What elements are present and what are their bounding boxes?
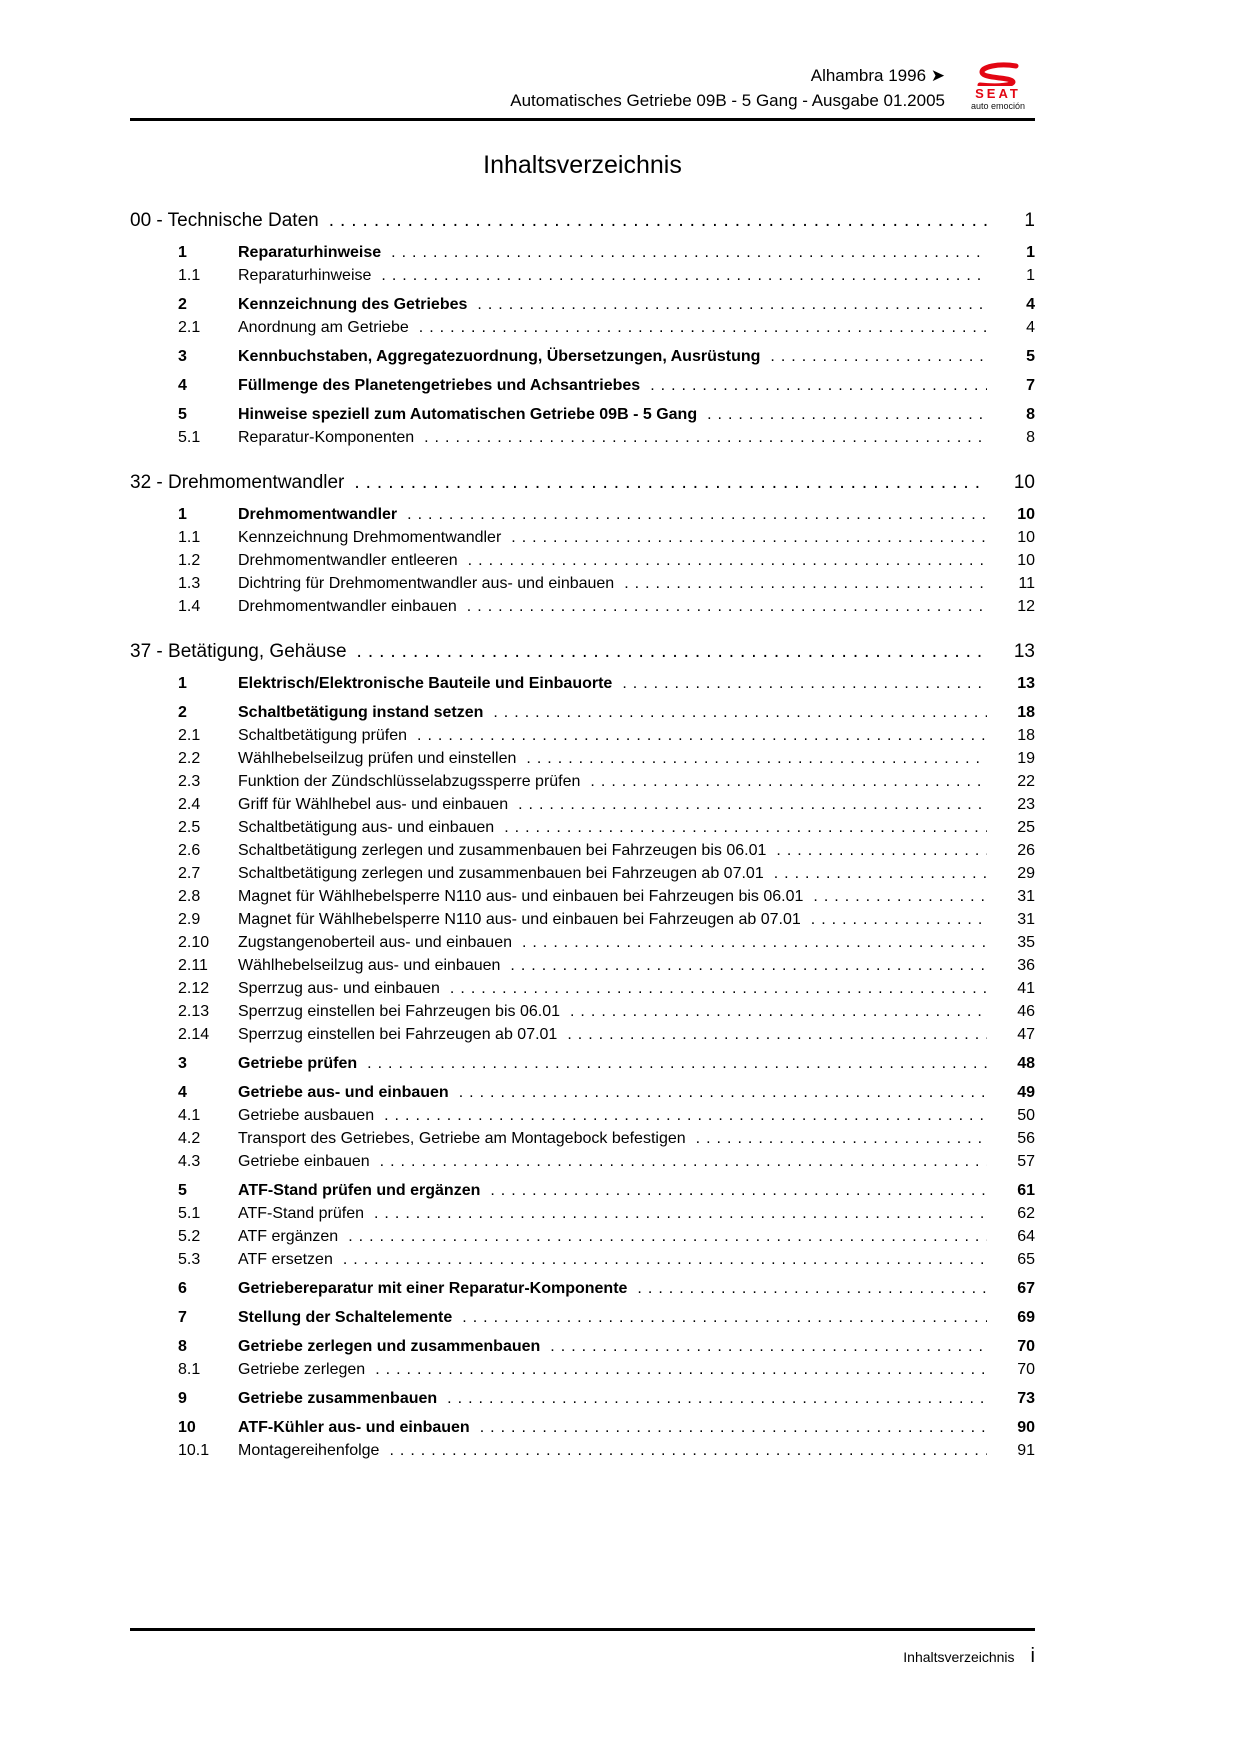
toc-item-number: 10 [178, 1419, 196, 1436]
dot-leader [511, 526, 987, 549]
toc-item [130, 503, 1035, 526]
dot-leader [770, 345, 987, 368]
header-text [510, 63, 945, 113]
toc-item [130, 816, 1035, 839]
toc-item [130, 1248, 1035, 1271]
toc-item-number: 2.12 [178, 980, 210, 997]
dot-leader [811, 908, 987, 931]
footer-page-number: i [1030, 1645, 1035, 1667]
toc-item-title: Reparaturhinweise [238, 244, 382, 261]
toc-item-number: 1.4 [178, 598, 201, 615]
toc-item-number: 7 [178, 1309, 187, 1326]
toc-item-number: 2.1 [178, 319, 201, 336]
dot-leader [490, 1179, 987, 1202]
toc-item-title: Kennzeichnung des Getriebes [238, 296, 468, 313]
dot-leader [450, 977, 987, 1000]
toc-item-page: 57 [1017, 1153, 1035, 1170]
toc-item-number: 8 [178, 1338, 187, 1355]
toc-item-page: 10 [1017, 552, 1035, 569]
toc-item [130, 1052, 1035, 1075]
dot-leader [375, 1358, 987, 1381]
dot-leader [329, 208, 987, 234]
toc-item-title: ATF ergänzen [238, 1228, 339, 1245]
toc-item-number: 2 [178, 296, 187, 313]
toc-item [130, 526, 1035, 549]
toc-item-page: 61 [1017, 1182, 1035, 1199]
toc-item-number: 2.4 [178, 796, 201, 813]
toc-item [130, 1225, 1035, 1248]
toc-item-title: Zugstangenoberteil aus- und einbauen [238, 934, 512, 951]
toc-item [130, 316, 1035, 339]
toc-item-page: 70 [1017, 1338, 1035, 1355]
toc-item-page: 35 [1017, 934, 1035, 951]
dot-leader [526, 747, 987, 770]
toc-item-page: 91 [1017, 1442, 1035, 1459]
toc-item-number: 5.2 [178, 1228, 201, 1245]
dot-leader [696, 1127, 987, 1150]
dot-leader [374, 1202, 987, 1225]
dot-leader [493, 701, 987, 724]
toc-item-title: Getriebe zusammenbauen [238, 1390, 438, 1407]
toc-item [130, 293, 1035, 316]
toc-item [130, 549, 1035, 572]
toc-item [130, 1306, 1035, 1329]
header-model-line: Alhambra 1996 ➤ [810, 66, 945, 85]
toc-item-title: Schaltbetätigung aus- und einbauen [238, 819, 495, 836]
dot-leader [391, 241, 987, 264]
table-of-contents [130, 208, 1035, 1462]
dot-leader [480, 1416, 987, 1439]
dot-leader [522, 931, 987, 954]
toc-section-title: 37 - Betätigung, Gehäuse [130, 641, 347, 662]
dot-leader [468, 549, 987, 572]
toc-item-page: 31 [1017, 888, 1035, 905]
toc-item [130, 862, 1035, 885]
toc-item-page: 73 [1017, 1390, 1035, 1407]
toc-item-number: 1 [178, 244, 187, 261]
toc-item-title: Hinweise speziell zum Automatischen Getriebe 09B - 5 Gang [238, 406, 698, 423]
toc-item [130, 1127, 1035, 1150]
toc-item-page: 26 [1017, 842, 1035, 859]
header-divider [130, 118, 1035, 121]
toc-item [130, 1000, 1035, 1023]
toc-item-number: 1.3 [178, 575, 201, 592]
toc-item-title: Getriebe prüfen [238, 1055, 358, 1072]
toc-item-number: 2.3 [178, 773, 201, 790]
toc-item [130, 572, 1035, 595]
toc-item-page: 10 [1017, 529, 1035, 546]
toc-section-heading [130, 470, 1035, 496]
toc-item-page: 90 [1017, 1419, 1035, 1436]
footer-divider [130, 1628, 1035, 1631]
header-doc-title: Automatisches Getriebe 09B - 5 Gang - Ausgabe 01.2005 [510, 91, 945, 110]
toc-item-number: 1.1 [178, 267, 201, 284]
toc-item [130, 595, 1035, 618]
toc-item [130, 954, 1035, 977]
toc-item-page: 4 [1026, 319, 1035, 336]
toc-item-title: Schaltbetätigung instand setzen [238, 704, 484, 721]
seat-logo-tagline: auto emoción [970, 101, 1026, 111]
toc-item-page: 29 [1017, 865, 1035, 882]
toc-item-title: ATF-Stand prüfen [238, 1205, 364, 1222]
dot-leader [380, 1150, 987, 1173]
seat-s-icon [976, 62, 1020, 86]
toc-item-number: 2.8 [178, 888, 201, 905]
toc-item-title: Füllmenge des Planetengetriebes und Achsantriebes [238, 377, 641, 394]
toc-item-number: 2.7 [178, 865, 201, 882]
toc-item-title: Anordnung am Getriebe [238, 319, 409, 336]
toc-item-title: Reparatur-Komponenten [238, 429, 415, 446]
dot-leader [348, 1225, 987, 1248]
toc-item [130, 931, 1035, 954]
dot-leader [354, 470, 987, 496]
toc-item-page: 69 [1017, 1309, 1035, 1326]
dot-leader [510, 954, 987, 977]
toc-item-title: Sperrzug einstellen bei Fahrzeugen ab 07.01 [238, 1026, 558, 1043]
toc-item-page: 10 [1017, 506, 1035, 523]
toc-item-page: 64 [1017, 1228, 1035, 1245]
toc-item [130, 701, 1035, 724]
toc-item-number: 10.1 [178, 1442, 210, 1459]
toc-item-title: Drehmomentwandler [238, 506, 398, 523]
toc-item-title: Transport des Getriebes, Getriebe am Montagebock befestigen [238, 1130, 686, 1147]
toc-item-page: 23 [1017, 796, 1035, 813]
toc-item-title: Sperrzug einstellen bei Fahrzeugen bis 06.01 [238, 1003, 560, 1020]
dot-leader [518, 793, 987, 816]
dot-leader [776, 839, 987, 862]
toc-item-page: 47 [1017, 1026, 1035, 1043]
toc-item [130, 885, 1035, 908]
toc-item-page: 1 [1026, 267, 1035, 284]
toc-item-title: Dichtring für Drehmomentwandler aus- und einbauen [238, 575, 615, 592]
toc-item-number: 2 [178, 704, 187, 721]
toc-item-number: 4.1 [178, 1107, 201, 1124]
toc-item-number: 1 [178, 506, 187, 523]
toc-item-title: ATF ersetzen [238, 1251, 333, 1268]
toc-item-title: Magnet für Wählhebelsperre N110 aus- und einbauen bei Fahrzeugen bis 06.01 [238, 888, 804, 905]
toc-item-number: 2.2 [178, 750, 201, 767]
toc-item-page: 18 [1017, 704, 1035, 721]
dot-leader [813, 885, 987, 908]
seat-logo-wordmark: SEAT [975, 86, 1021, 101]
toc-item-number: 2.11 [178, 957, 208, 974]
toc-section-page: 10 [1013, 472, 1035, 493]
toc-item-number: 2.14 [178, 1026, 210, 1043]
toc-item-title: Getriebe aus- und einbauen [238, 1084, 449, 1101]
toc-item-title: Reparaturhinweise [238, 267, 372, 284]
toc-item-page: 5 [1026, 348, 1035, 365]
dot-leader [447, 1387, 987, 1410]
toc-item [130, 1150, 1035, 1173]
toc-item-number: 5.1 [178, 429, 201, 446]
toc-item-page: 1 [1026, 244, 1035, 261]
toc-item-page: 56 [1017, 1130, 1035, 1147]
toc-item-title: Getriebe einbauen [238, 1153, 370, 1170]
dot-leader [384, 1104, 987, 1127]
dot-leader [424, 426, 987, 449]
footer-label: Inhaltsverzeichnis [903, 1649, 1015, 1665]
toc-item-page: 18 [1017, 727, 1035, 744]
toc-item [130, 977, 1035, 1000]
footer-line [130, 1645, 1035, 1668]
toc-item-title: Drehmomentwandler entleeren [238, 552, 458, 569]
toc-item [130, 1277, 1035, 1300]
toc-item-title: Sperrzug aus- und einbauen [238, 980, 440, 997]
dot-leader [567, 1023, 987, 1046]
dot-leader [367, 1052, 987, 1075]
dot-leader [590, 770, 987, 793]
toc-item-number: 4 [178, 377, 187, 394]
dot-leader [637, 1277, 987, 1300]
page-content [130, 0, 1035, 1462]
toc-item-title: Schaltbetätigung prüfen [238, 727, 408, 744]
toc-item-title: Montagereihenfolge [238, 1442, 380, 1459]
toc-item-number: 2.9 [178, 911, 201, 928]
toc-item-number: 1.1 [178, 529, 201, 546]
toc-section-heading [130, 208, 1035, 234]
toc-item-page: 67 [1017, 1280, 1035, 1297]
toc-section-title: 00 - Technische Daten [130, 210, 319, 231]
dot-leader [570, 1000, 987, 1023]
toc-item [130, 724, 1035, 747]
toc-item [130, 1416, 1035, 1439]
toc-item-number: 2.5 [178, 819, 201, 836]
toc-item [130, 672, 1035, 695]
toc-item-title: Getriebe zerlegen und zusammenbauen [238, 1338, 541, 1355]
toc-item-title: Schaltbetätigung zerlegen und zusammenbauen bei Fahrzeugen bis 06.01 [238, 842, 767, 859]
toc-item-page: 36 [1017, 957, 1035, 974]
dot-leader [343, 1248, 987, 1271]
toc-item [130, 1081, 1035, 1104]
toc-item-title: Magnet für Wählhebelsperre N110 aus- und einbauen bei Fahrzeugen ab 07.01 [238, 911, 801, 928]
toc-item-number: 1.2 [178, 552, 201, 569]
dot-leader [357, 639, 987, 665]
toc-item [130, 1179, 1035, 1202]
toc-item-page: 4 [1026, 296, 1035, 313]
toc-section-page: 13 [1013, 641, 1035, 662]
toc-item [130, 1358, 1035, 1381]
toc-item [130, 1104, 1035, 1127]
toc-item-title: Drehmomentwandler einbauen [238, 598, 457, 615]
toc-item-number: 8.1 [178, 1361, 201, 1378]
page-footer [130, 1628, 1035, 1668]
toc-item [130, 345, 1035, 368]
toc-item-title: ATF-Stand prüfen und ergänzen [238, 1182, 481, 1199]
toc-item-page: 13 [1017, 675, 1035, 692]
toc-item-page: 62 [1017, 1205, 1035, 1222]
dot-leader [417, 724, 987, 747]
toc-item [130, 264, 1035, 287]
toc-item [130, 1023, 1035, 1046]
toc-section-heading [130, 639, 1035, 665]
toc-item-number: 9 [178, 1390, 187, 1407]
dot-leader [650, 374, 987, 397]
dot-leader [467, 595, 987, 618]
toc-item-page: 8 [1026, 429, 1035, 446]
toc-item-title: Wählhebelseilzug aus- und einbauen [238, 957, 501, 974]
toc-item [130, 1387, 1035, 1410]
toc-item [130, 839, 1035, 862]
toc-item-page: 48 [1017, 1055, 1035, 1072]
page-header [130, 0, 1035, 113]
toc-item-page: 25 [1017, 819, 1035, 836]
toc-item-title: Funktion der Zündschlüsselabzugssperre prüfen [238, 773, 581, 790]
toc-item-page: 8 [1026, 406, 1035, 423]
toc-item [130, 793, 1035, 816]
toc-item-number: 2.13 [178, 1003, 210, 1020]
dot-leader [477, 293, 987, 316]
toc-item-page: 65 [1017, 1251, 1035, 1268]
dot-leader [504, 816, 987, 839]
toc-item-title: Schaltbetätigung zerlegen und zusammenbauen bei Fahrzeugen ab 07.01 [238, 865, 764, 882]
toc-item-number: 6 [178, 1280, 187, 1297]
toc-item-number: 2.10 [178, 934, 210, 951]
toc-item-number: 5.3 [178, 1251, 201, 1268]
toc-item-page: 49 [1017, 1084, 1035, 1101]
toc-item-title: Kennbuchstaben, Aggregatezuordnung, Übersetzungen, Ausrüstung [238, 348, 761, 365]
dot-leader [419, 316, 987, 339]
toc-item-page: 19 [1017, 750, 1035, 767]
toc-item-number: 2.1 [178, 727, 201, 744]
toc-item-page: 22 [1017, 773, 1035, 790]
toc-item-title: Stellung der Schaltelemente [238, 1309, 453, 1326]
toc-item [130, 1202, 1035, 1225]
toc-item-number: 3 [178, 348, 187, 365]
toc-section-title: 32 - Drehmomentwandler [130, 472, 345, 493]
dot-leader [774, 862, 987, 885]
toc-item-page: 12 [1017, 598, 1035, 615]
toc-item-page: 11 [1018, 575, 1035, 592]
toc-item-number: 4.2 [178, 1130, 201, 1147]
toc-item [130, 374, 1035, 397]
toc-item [130, 241, 1035, 264]
dot-leader [459, 1081, 987, 1104]
toc-item-page: 70 [1017, 1361, 1035, 1378]
toc-item-title: Getriebe ausbauen [238, 1107, 375, 1124]
toc-item-number: 4.3 [178, 1153, 201, 1170]
seat-logo [961, 62, 1035, 113]
toc-item-title: Wählhebelseilzug prüfen und einstellen [238, 750, 517, 767]
toc-item-title: Kennzeichnung Drehmomentwandler [238, 529, 502, 546]
toc-item [130, 908, 1035, 931]
toc-item-page: 31 [1017, 911, 1035, 928]
toc-item-title: ATF-Kühler aus- und einbauen [238, 1419, 470, 1436]
toc-item [130, 403, 1035, 426]
dot-leader [550, 1335, 987, 1358]
toc-item [130, 747, 1035, 770]
toc-item-title: Elektrisch/Elektronische Bauteile und Einbauorte [238, 675, 613, 692]
toc-item-number: 4 [178, 1084, 187, 1101]
toc-item [130, 770, 1035, 793]
toc-item [130, 1439, 1035, 1462]
toc-item-number: 5.1 [178, 1205, 201, 1222]
toc-section-page: 1 [1024, 210, 1035, 231]
dot-leader [624, 572, 987, 595]
toc-item-number: 5 [178, 406, 187, 423]
dot-leader [407, 503, 987, 526]
toc-item-page: 41 [1017, 980, 1035, 997]
dot-leader [381, 264, 987, 287]
toc-item-page: 7 [1026, 377, 1035, 394]
page-title: Inhaltsverzeichnis [483, 151, 682, 179]
toc-item-number: 3 [178, 1055, 187, 1072]
toc-item-number: 2.6 [178, 842, 201, 859]
dot-leader [389, 1439, 987, 1462]
toc-item-title: Getriebe zerlegen [238, 1361, 366, 1378]
toc-item [130, 1335, 1035, 1358]
toc-item-title: Getriebereparatur mit einer Reparatur-Komponente [238, 1280, 628, 1297]
toc-item-number: 1 [178, 675, 187, 692]
toc-item [130, 426, 1035, 449]
toc-item-page: 46 [1017, 1003, 1035, 1020]
dot-leader [462, 1306, 987, 1329]
toc-item-title: Griff für Wählhebel aus- und einbauen [238, 796, 509, 813]
toc-item-page: 50 [1017, 1107, 1035, 1124]
dot-leader [622, 672, 987, 695]
dot-leader [707, 403, 987, 426]
toc-item-number: 5 [178, 1182, 187, 1199]
